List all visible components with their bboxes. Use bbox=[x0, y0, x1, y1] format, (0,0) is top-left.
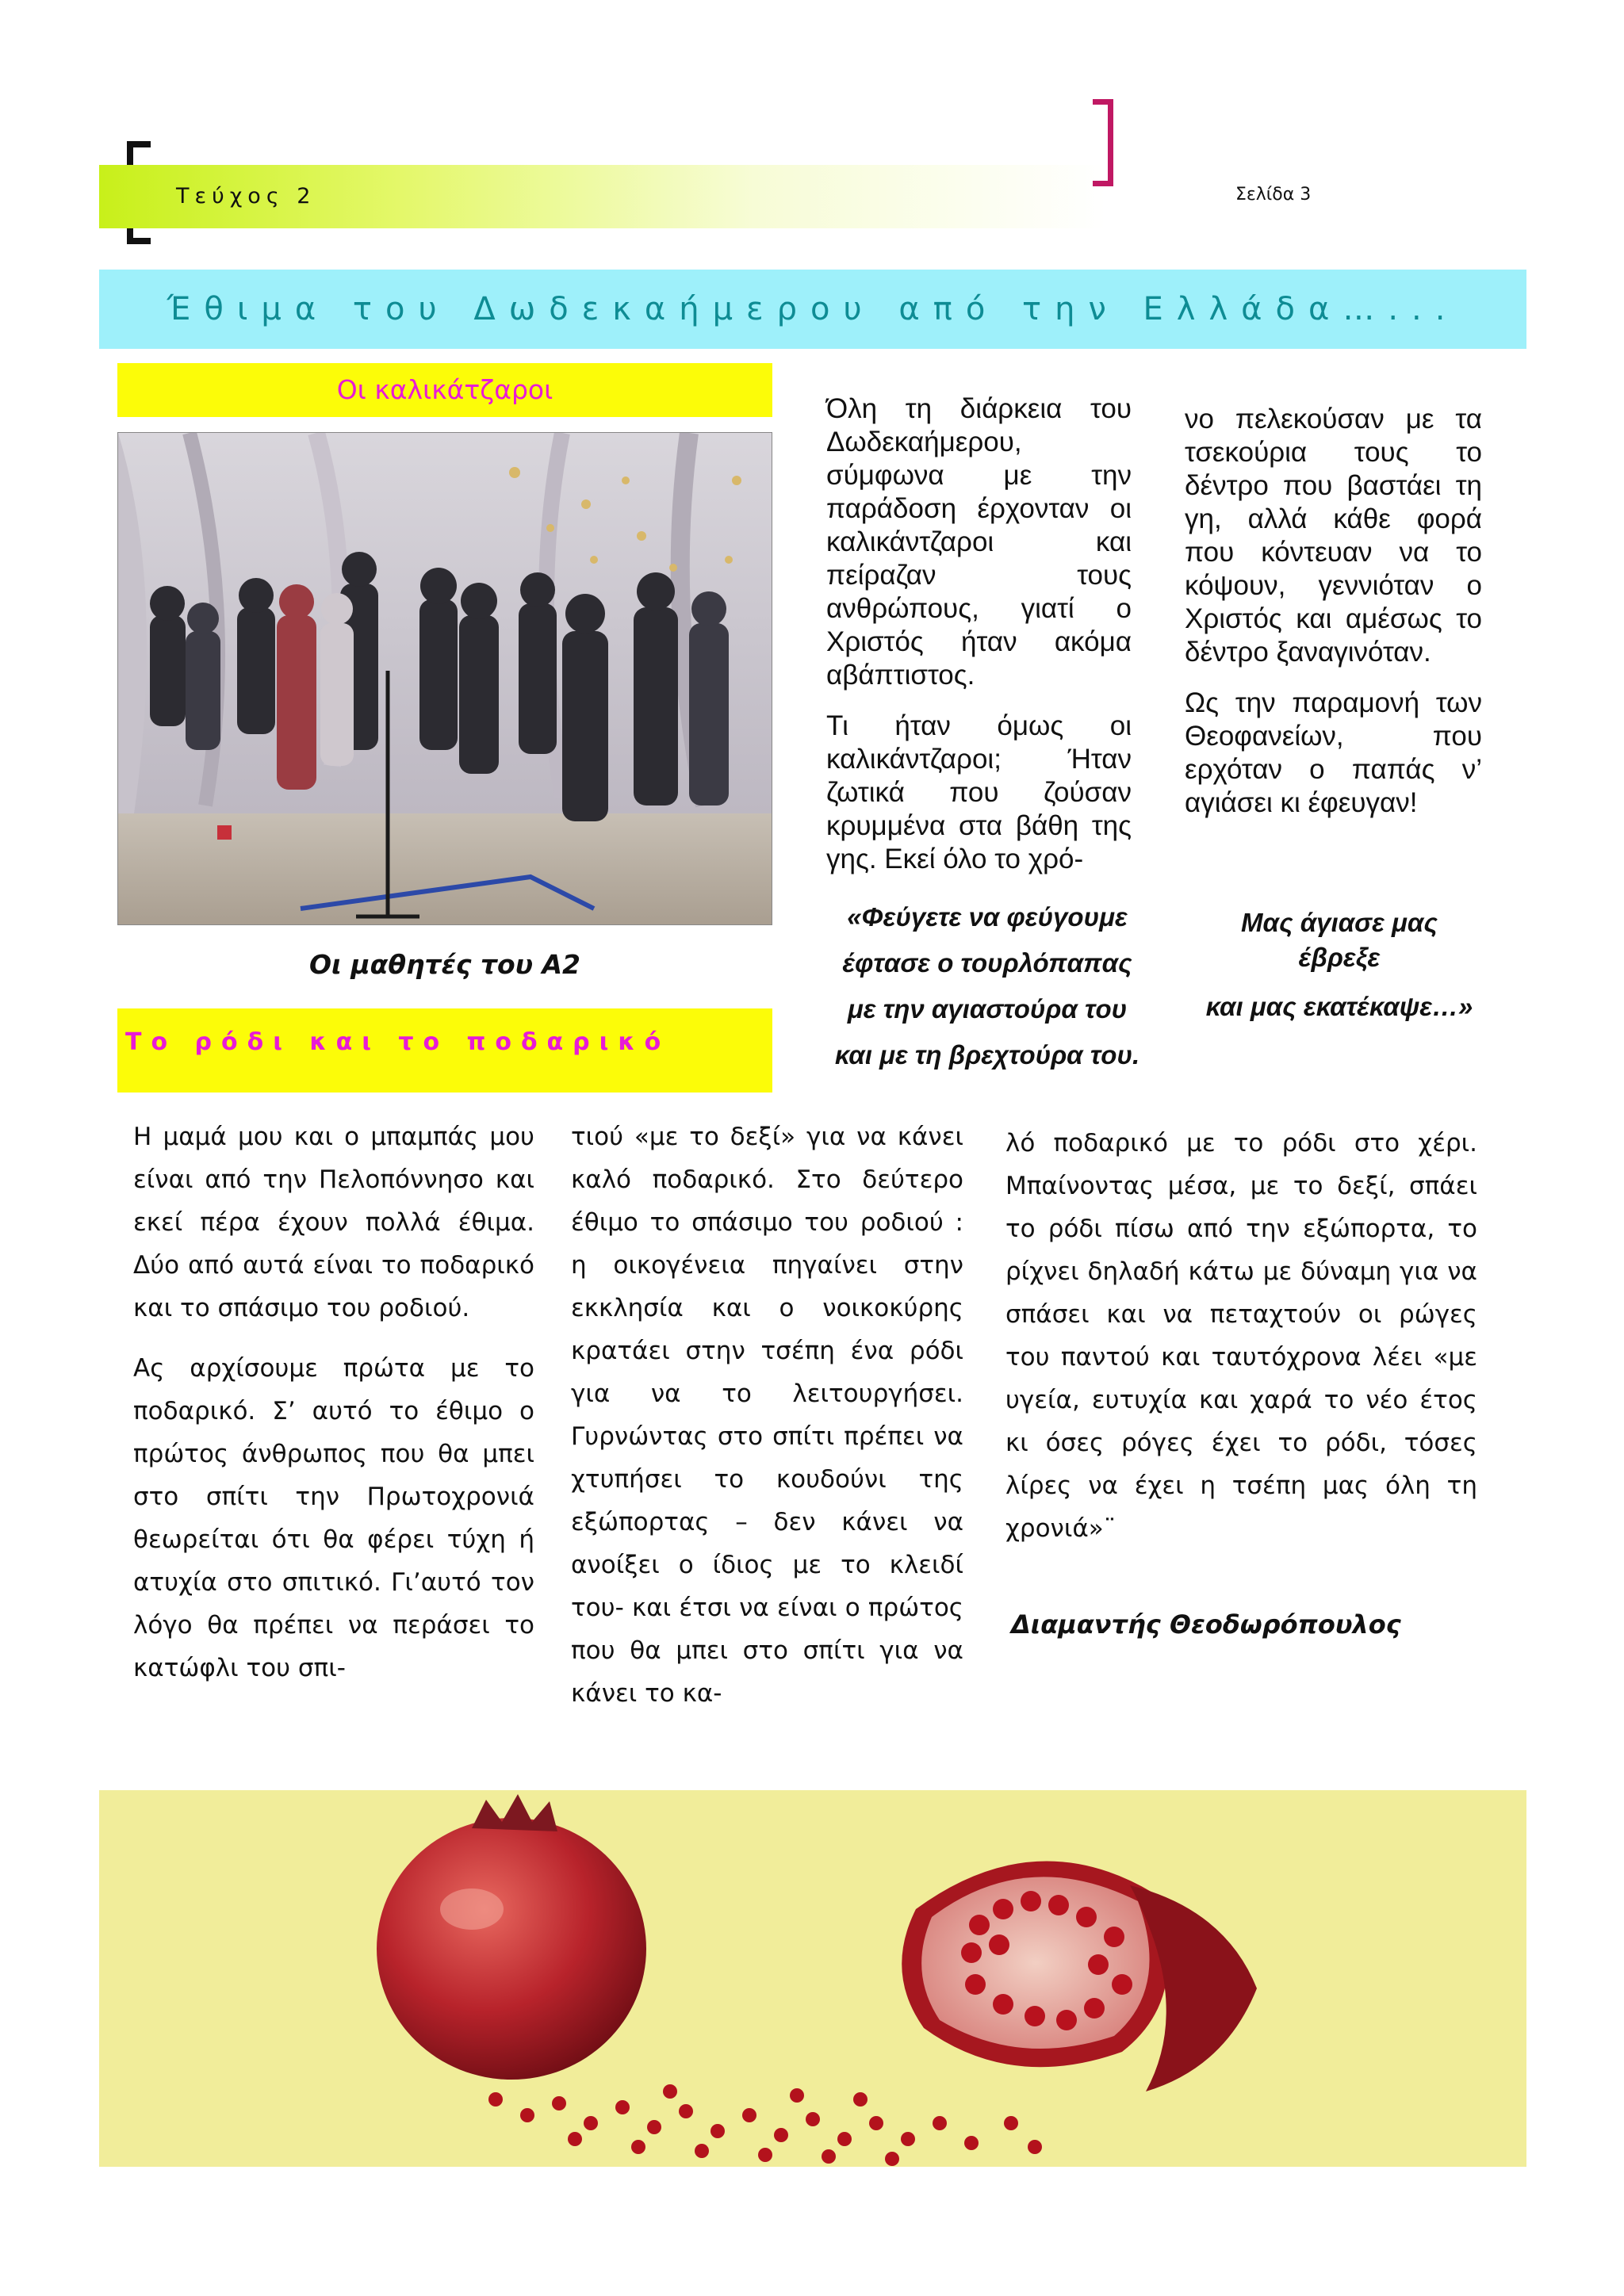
folk-verse-1 bbox=[801, 894, 1174, 1078]
paragraph: Τι ήταν όμως οι καλικάντζαροι; Ήταν ζωτικά που ζούσαν κρυμμένα στα βάθη της γης. Εκεί όλο το χρό- bbox=[826, 710, 1132, 874]
pomegranate-banner bbox=[99, 1790, 1526, 2167]
paragraph: Ως την παραμονή των Θεοφανείων, που ερχόταν ο παπάς ν’ αγιάσει κι έφευγαν! bbox=[1185, 687, 1482, 818]
verse-line: Μας άγιασε μας bbox=[1241, 908, 1438, 937]
verse-line: και με τη βρεχτούρα του. bbox=[834, 1040, 1140, 1070]
section1-column-1 bbox=[826, 392, 1132, 894]
page-number: Σελίδα 3 bbox=[1235, 185, 1312, 205]
folk-verse-2 bbox=[1185, 905, 1494, 1024]
pomegranate-illustration bbox=[99, 1790, 1526, 2167]
section1-column-2 bbox=[1185, 403, 1482, 837]
paragraph: Η μαμά μου και ο μπαμπάς μου είναι από την Πελοπόννησο και εκεί πέρα έχουν πολλά έθιμα. Δύο από αυτά είναι το ποδαρικό και το σπάσιμο του ροδιού. bbox=[133, 1123, 534, 1322]
paragraph: Ας αρχίσουμε πρώτα με το ποδαρικό. Σ’ αυτό το έθιμο ο πρώτος άνθρωπος που θα μπει στο σπίτι την Πρωτοχρονιά θεωρείται ότι θα φέρει τύχη ή ατυχία στο σπιτικό. Γι’αυτό τον λόγο θα πρέπει να περάσει το κατώφλι του σπι- bbox=[133, 1354, 534, 1682]
issue-label: Τεύχος 2 bbox=[176, 184, 316, 209]
verse-line: έβρεξε bbox=[1298, 943, 1381, 972]
right-bracket bbox=[1093, 99, 1113, 186]
section2-column-3 bbox=[1005, 1122, 1477, 1567]
photo-caption: Οι μαθητές του Α2 bbox=[308, 949, 580, 980]
verse-line: έφτασε ο τουρλόπαπας bbox=[842, 948, 1132, 978]
verse-line: «Φεύγετε να φεύγουμε bbox=[847, 902, 1128, 932]
section2-heading: Το ρόδι και το ποδαρικό bbox=[125, 1028, 671, 1056]
paragraph: τιού «με το δεξί» για να κάνει καλό ποδαρικό. Στο δεύτερο έθιμο το σπάσιμο του ροδιού : η οικογένεια πηγαίνει στην εκκλησία και ο νοικοκύρης κρατάει στην τσέπη ένα ρόδι για να το λειτουργήσει. Γυρνώντας στο σπίτι πρέπει να χτυπήσει το κουδούνι της εξώπορτας – δεν κάνει να ανοίξει ο ίδιος με το κλειδί του- και έτσι να είναι ο πρώτος που θα μπει στο σπίτι για να κάνει το κα- bbox=[571, 1123, 963, 1708]
paragraph: λό ποδαρικό με το ρόδι στο χέρι. Μπαίνοντας μέσα, με το δεξί, σπάει το ρόδι πίσω από την εξώπορτα, το ρίχνει δηλαδή κάτω με δύναμη για να σπάσει και να πεταχτούν οι ρώγες του παντού και ταυτόχρονα λέει «με υγεία, ευτυχία και χαρά το νέο έτος κι όσες ρόγες έχει το ρόδι, τόσες λίρες να έχει η τσέπη μας όλη τη χρονιά»¨ bbox=[1005, 1129, 1477, 1543]
verse-line: με την αγιαστούρα του bbox=[847, 994, 1128, 1024]
students-photo bbox=[117, 432, 772, 925]
page-title: Έθιμα του Δωδεκαήμερου από την Ελλάδα…... bbox=[167, 291, 1459, 327]
paragraph: Όλη τη διάρκεια του Δωδεκαήμερου, σύμφωνα με την παράδοση έρχονταν οι καλικάντζαροι και πείραζαν τους ανθρώπους, γιατί ο Χριστός ήταν ακόμα αβάπτιστος. bbox=[826, 393, 1132, 691]
section2-column-1 bbox=[133, 1115, 534, 1707]
section2-column-2 bbox=[571, 1115, 963, 1732]
verse-line: και μας εκατέκαψε…» bbox=[1205, 992, 1473, 1021]
author-signature: Διαμαντής Θεοδωρόπουλος bbox=[1011, 1609, 1401, 1640]
students-photo-illustration bbox=[118, 433, 772, 925]
paragraph: νο πελεκούσαν με τα τσεκούρια τους το δέντρο που βαστάει τη γη, αλλά κάθε φορά που κόντευαν να το κόψουν, γεννιόταν ο Χριστός και αμέσως το δέντρο ξαναγινόταν. bbox=[1185, 404, 1482, 668]
section1-heading: Οι καλικάτζαροι bbox=[336, 374, 553, 405]
